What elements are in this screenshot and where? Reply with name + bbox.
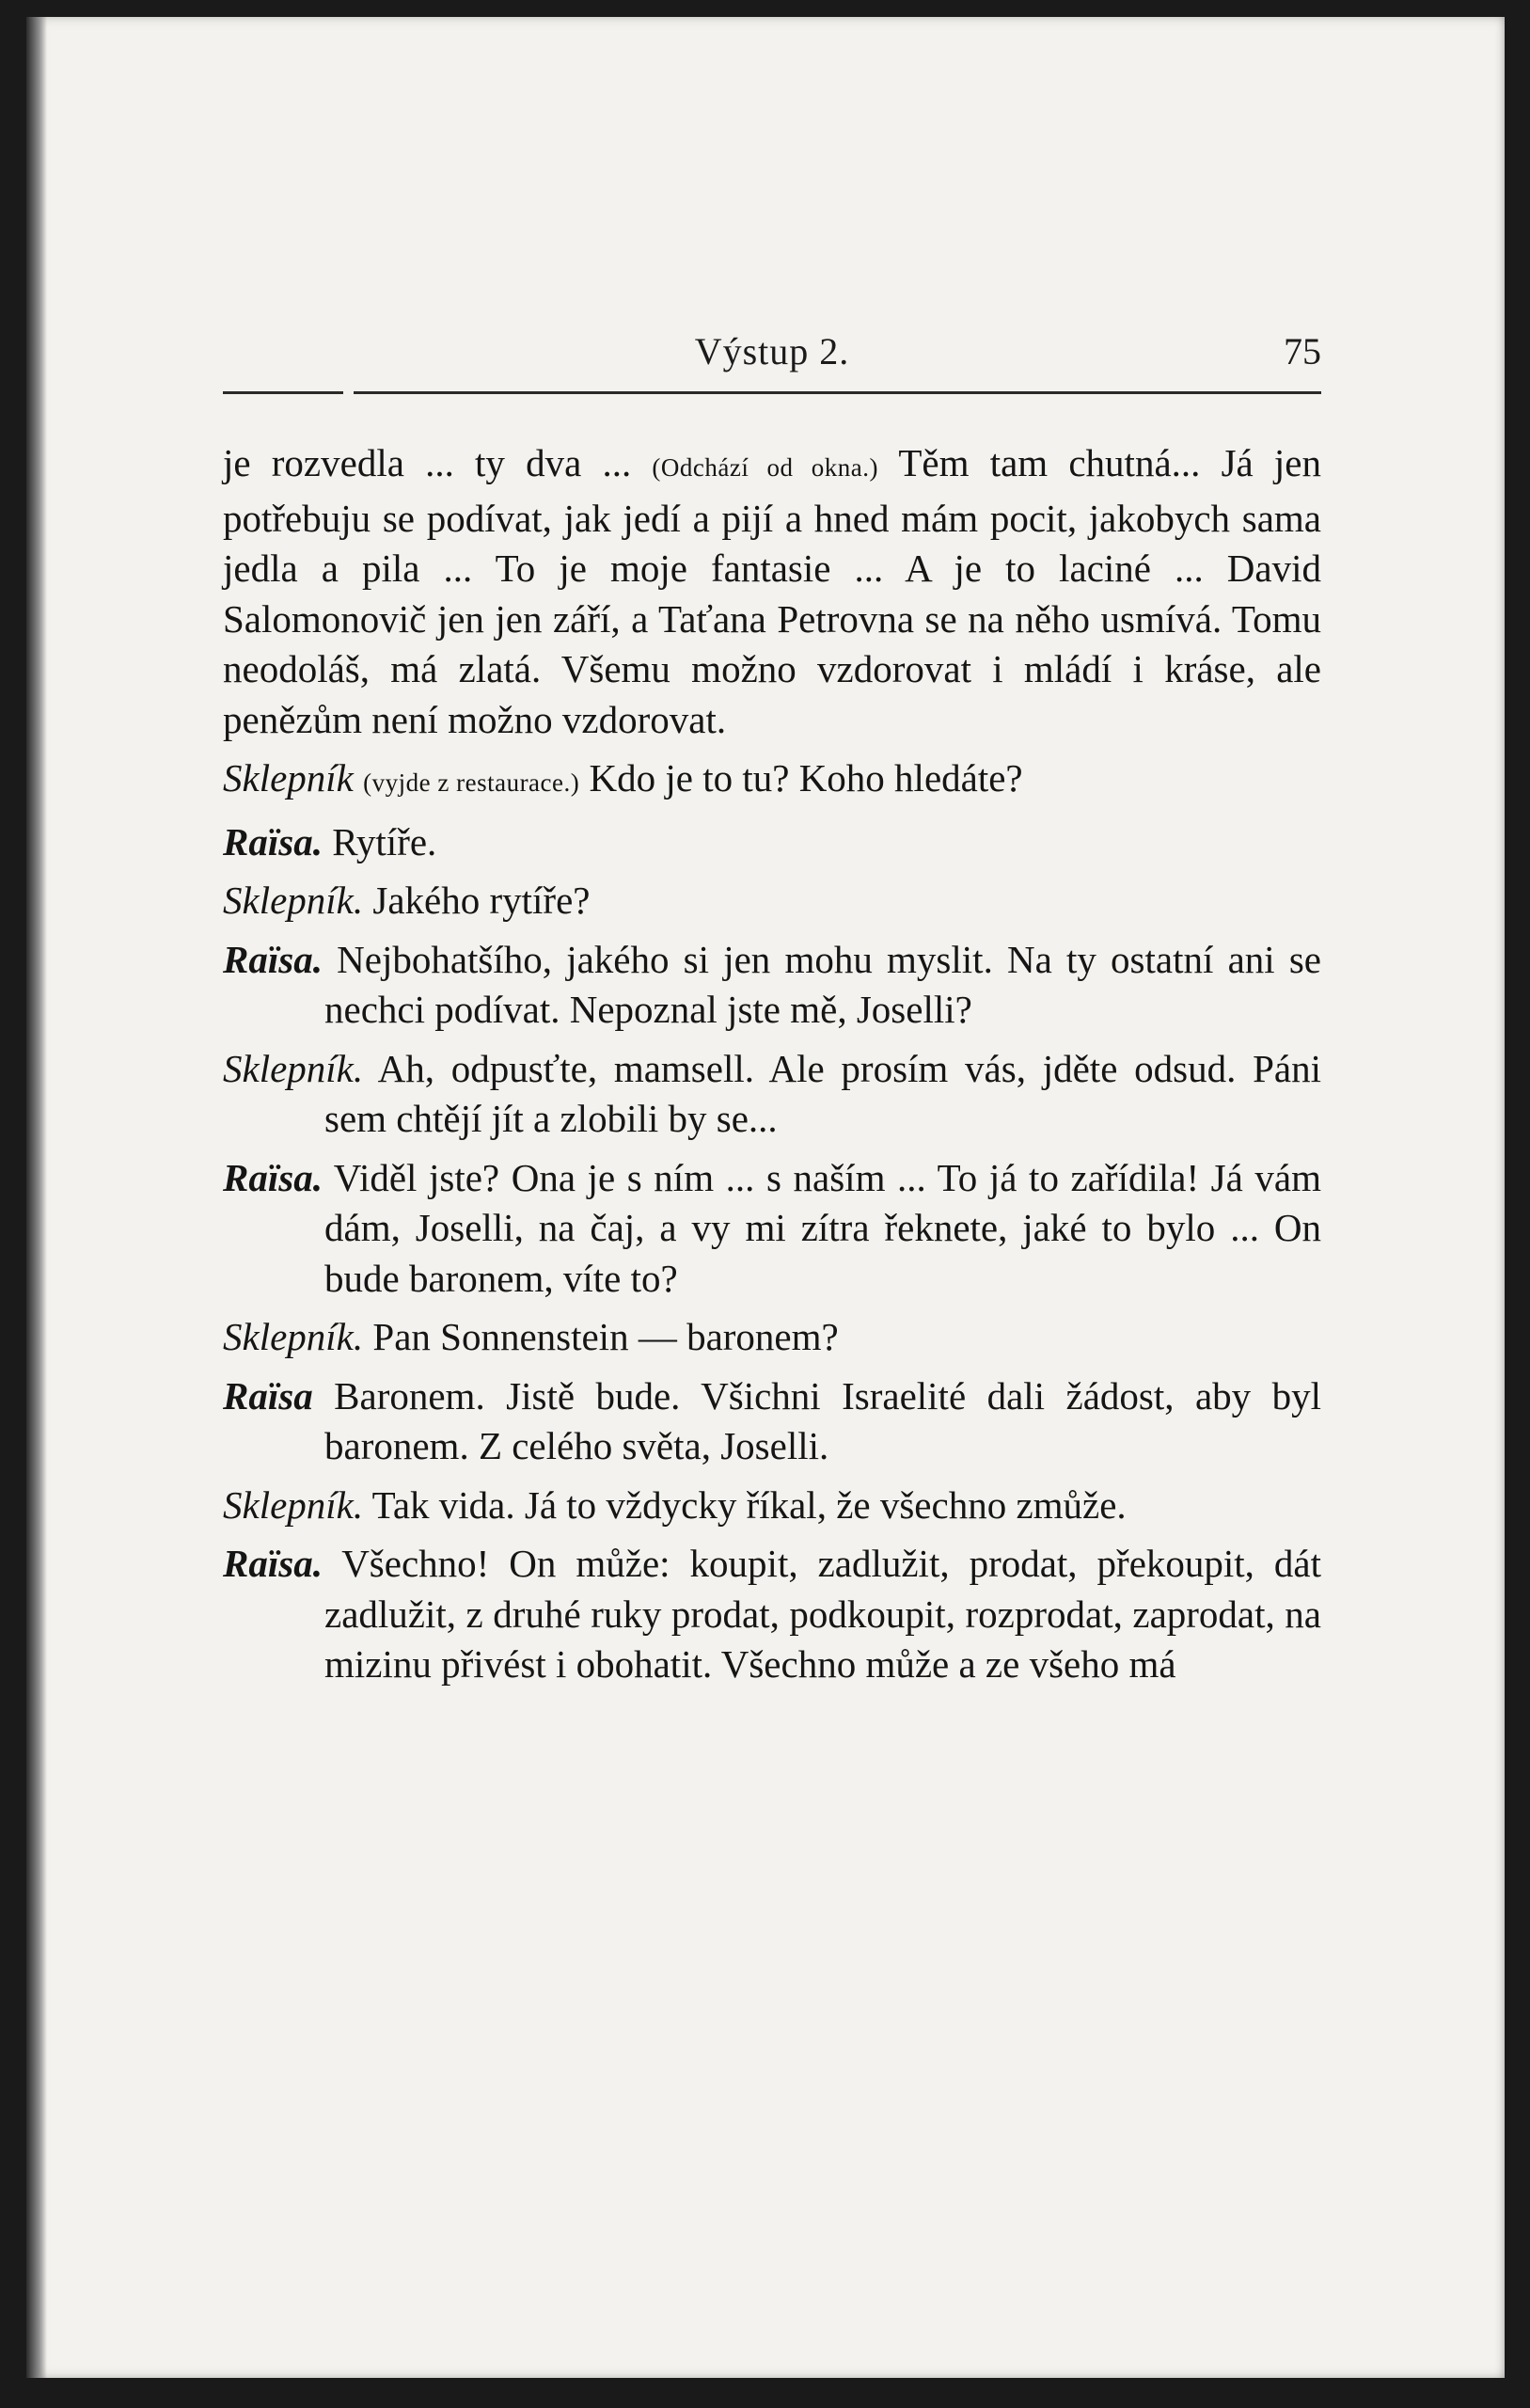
speech-text: Baronem. Jistě bude. Všichni Israelité dali žádost, aby byl baronem. Z celého světa, Joselli. — [324, 1373, 1321, 1467]
opening-paragraph — [223, 438, 1321, 745]
speech-text: Nejbohatšího, jakého si jen mohu myslit. Na ty ostatní ani se nechci podívat. Nepoznal jste mě, Joselli? — [324, 937, 1321, 1031]
speaker-name: Sklepník. — [223, 1046, 364, 1090]
speaker-name: Raïsa. — [223, 1155, 323, 1199]
speech-4 — [223, 935, 1321, 1036]
speaker-name: Raïsa — [223, 1373, 313, 1418]
book-spine-shadow — [26, 17, 47, 2378]
speech-text: Viděl jste? Ona je s ním ... s naším ... To já to zařídila! Já vám dám, Joselli, na čaj, a vy mi zítra řeknete, jaké to bylo ... On bude baronem, víte to? — [324, 1155, 1321, 1300]
stage-direction: (Odchází od okna.) — [652, 453, 878, 482]
header-rule-left — [223, 391, 343, 394]
page-number: 75 — [1284, 330, 1321, 372]
speech-text: Pan Sonnenstein — baronem? — [372, 1315, 839, 1358]
speech-text: Kdo je to tu? Koho hledáte? — [589, 756, 1023, 800]
stage-direction: (vyjde z restaurace.) — [363, 768, 580, 797]
header-rule-right — [354, 391, 1321, 394]
speaker-name: Sklepník. — [223, 1315, 364, 1358]
speech-10 — [223, 1539, 1321, 1690]
speech-text: Ah, odpusťte, mamsell. Ale prosím vás, jděte odsud. Páni sem chtějí jít a zlobili by se... — [324, 1046, 1321, 1140]
speech-3 — [223, 876, 1321, 927]
speech-text: Tak vida. Já to vždycky říkal, že všechno zmůže. — [371, 1482, 1127, 1527]
speech-6 — [223, 1153, 1321, 1305]
page-body — [223, 438, 1321, 1690]
paragraph-text: Těm tam chutná... Já jen potřebuju se podívat, jak jedí a pijí a hned mám pocit, jakobych sama jedla a pila ... To je moje fantasie ... A je to laciné ... David Salomonovič jen jen září, a Taťana Petrovna se na něho usmívá. Tomu neodoláš, má zlatá. Všemu možno vzdorovat i mládí i kráse, ale penězům není možno vzdorovat. — [223, 441, 1321, 741]
speaker-name: Sklepník. — [223, 879, 364, 922]
speech-text: Všechno! On může: koupit, zadlužit, prodat, překoupit, dát zadlužit, z druhé ruky prodat, podkoupit, rozprodat, zaprodat, na mizinu přivést i obohatit. Všechno může a ze všeho má — [324, 1542, 1321, 1686]
speaker-name: Raïsa. — [223, 819, 323, 863]
speech-2 — [223, 817, 1321, 868]
speaker-name: Sklepník — [223, 756, 354, 800]
speech-text: Jakého rytíře? — [372, 879, 591, 922]
speech-text: Rytíře. — [332, 819, 437, 863]
paragraph-text: je rozvedla ... ty dva ... — [223, 441, 632, 484]
speaker-name: Raïsa. — [223, 1542, 323, 1585]
speech-8 — [223, 1371, 1321, 1472]
book-page — [26, 17, 1505, 2378]
speaker-name: Sklepník. — [223, 1482, 364, 1527]
speech-1 — [223, 753, 1321, 809]
speech-7 — [223, 1312, 1321, 1363]
speaker-name: Raïsa. — [223, 937, 323, 981]
running-header — [223, 329, 1321, 384]
speech-5 — [223, 1044, 1321, 1145]
speech-9 — [223, 1481, 1321, 1531]
header-title: Výstup 2. — [694, 330, 850, 372]
